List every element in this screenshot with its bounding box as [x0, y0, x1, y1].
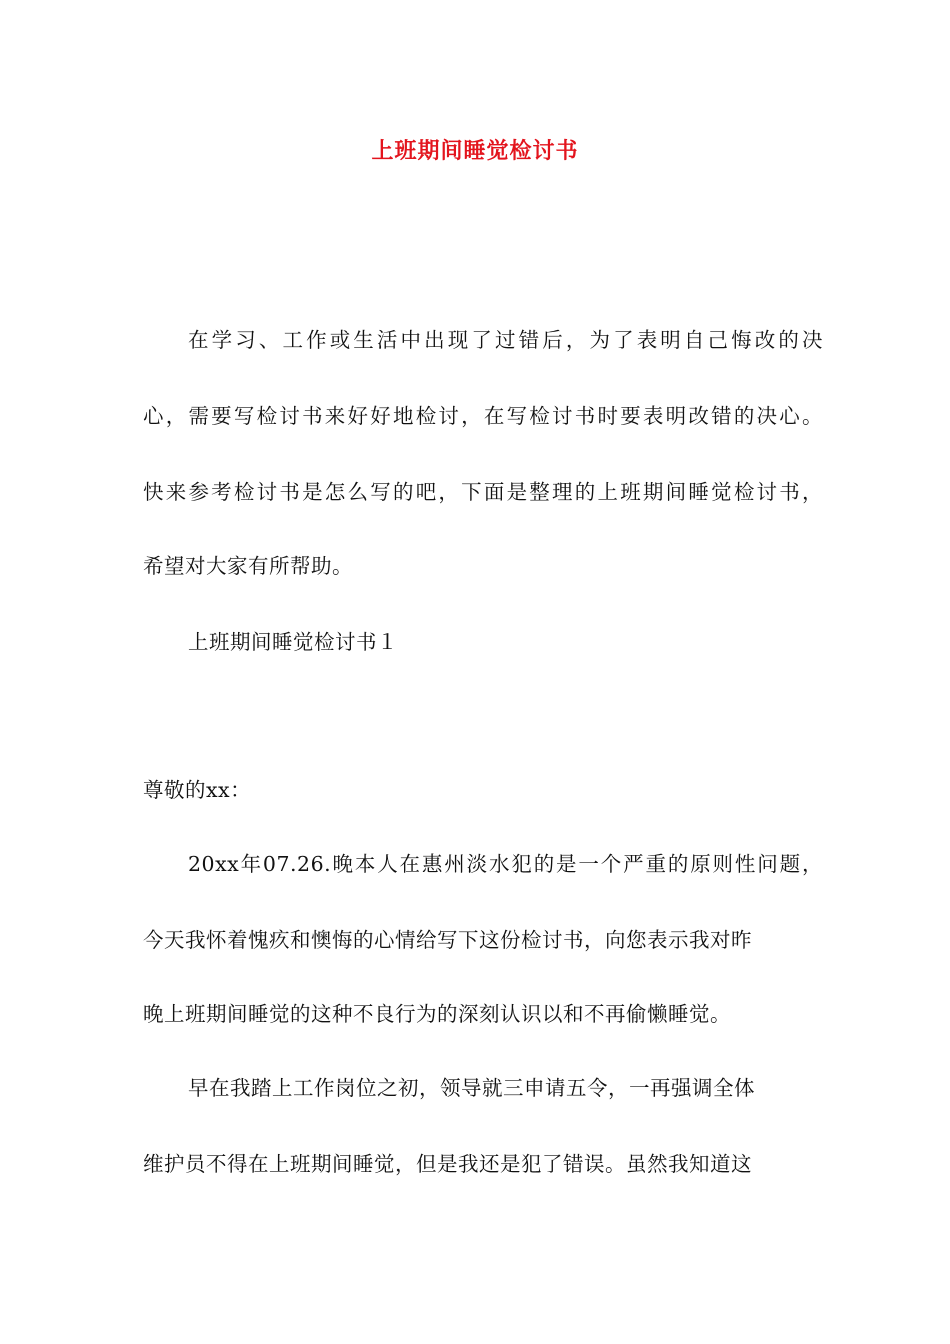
salutation: 尊敬的xx： — [143, 778, 252, 802]
paragraph-line: 早在我踏上工作岗位之初，领导就三申请五令，一再强调全体 — [188, 1076, 755, 1100]
document-title: 上班期间睡觉检讨书 — [371, 139, 579, 164]
section-heading: 上班期间睡觉检讨书１ — [188, 630, 398, 654]
paragraph-line: 维护员不得在上班期间睡觉，但是我还是犯了错误。虽然我知道这 — [143, 1152, 752, 1176]
paragraph-line: 在学习、工作或生活中出现了过错后，为了表明自己悔改的决 — [188, 328, 823, 352]
paragraph-line: 希望对大家有所帮助。 — [143, 554, 353, 578]
paragraph-line: 晚上班期间睡觉的这种不良行为的深刻认识以和不再偷懒睡觉。 — [143, 1002, 731, 1026]
paragraph-line: 快来参考检讨书是怎么写的吧，下面是整理的上班期间睡觉检讨书， — [143, 480, 823, 504]
paragraph-line: 今天我怀着愧疚和懊悔的心情给写下这份检讨书，向您表示我对昨 — [143, 928, 752, 952]
paragraph-line: 20xx年07.26.晚本人在惠州淡水犯的是一个严重的原则性问题， — [188, 852, 823, 876]
paragraph-line: 心，需要写检讨书来好好地检讨，在写检讨书时要表明改错的决心。 — [143, 404, 823, 428]
